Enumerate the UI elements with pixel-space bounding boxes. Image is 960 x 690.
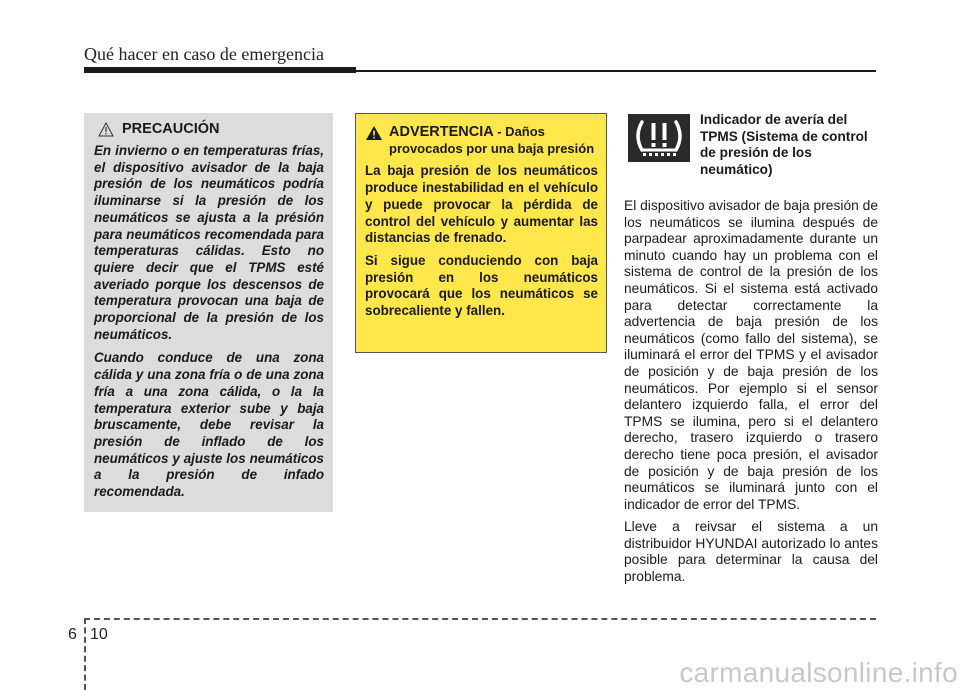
- page-header-title: Qué hacer en caso de emergencia: [84, 44, 325, 64]
- warning-triangle-icon: [365, 125, 383, 141]
- caution-triangle-icon: [98, 122, 114, 137]
- caution-title: PRECAUCIÓN: [122, 121, 220, 137]
- page-number: 10: [90, 626, 108, 643]
- tpms-paragraph: El dispositivo avisador de baja presión de los neumáticos se ilumina después de parpadear aproximadamente durante un minuto cuando hay un problema con el sistema de control de la presión de los neumáticos. Si el sistema está activado para detectar correctamente la advertencia de baja presión de los neumáticos (como fallo del sistema), se iluminará el error del TPMS y el avisador de posición y de baja presión de los neumáticos. Por ejemplo si el sensor delantero izquierdo falla, el error del TPMS se ilumina, pero si el delantero derecho, trasero izquierdo o trasero derecho tiene poca presión, el avisador de posición y de baja presión de los neumáticos se iluminará junto con el indicador de error del TPMS.: [624, 198, 878, 512]
- warning-box: [355, 113, 607, 353]
- warning-header: [365, 124, 598, 157]
- tpms-body: [624, 198, 878, 592]
- warning-paragraph: La baja presión de los neumáticos produce inestabilidad en el vehículo y puede provocar la pérdida de control del vehículo y aumentar las distancias de frenado.: [365, 163, 598, 246]
- chapter-number: 6: [68, 626, 77, 643]
- caution-paragraph: En invierno o en temperaturas frías, el dispositivo avisador de la baja presión de los neumáticos podría iluminarse si la presión de los neumáticos se ajusta a la présión para neumáticos recomendada para temperaturas cálidas. Esto no quiere decir que el TPMS esté averiado porque los descensos de temperatura provocan una baja de proporcional de la presión de los neumáticos.: [94, 143, 324, 342]
- caution-header: [94, 121, 324, 137]
- caution-box: [84, 113, 333, 512]
- tpms-symbol-icon: [628, 114, 690, 162]
- tpms-warning-icon: [628, 114, 690, 162]
- header-rule-thick: [84, 67, 356, 73]
- warning-paragraph: Si sigue conduciendo con baja presión en los neumáticos provocará que los neumáticos se sobrecaliente y fallen.: [365, 252, 598, 319]
- watermark: carmanualsonline.info: [679, 657, 958, 688]
- footer-vertical-divider: [84, 618, 86, 690]
- warning-title: ADVERTENCIA: [389, 124, 494, 140]
- caution-paragraph: Cuando conduce de una zona cálida y una zona fría o de una zona fría a una zona cálida, o la la temperatura exterior sube y baja bruscamente, debe revisar la presión de inflado de los neumáticos y ajuste los neumáticos a la presión de infado recomendada.: [94, 350, 324, 500]
- header-rule-thin: [356, 70, 876, 72]
- tpms-paragraph: Lleve a reivsar el sistema a un distribuidor HYUNDAI autorizado lo antes posible para determinar la causa del problema.: [624, 519, 878, 585]
- footer-divider: [84, 618, 876, 620]
- tpms-heading: Indicador de avería del TPMS (Sistema de control de presión de los neumático): [700, 112, 868, 177]
- warning-subtitle: - Daños provocados por una baja presión: [389, 124, 595, 156]
